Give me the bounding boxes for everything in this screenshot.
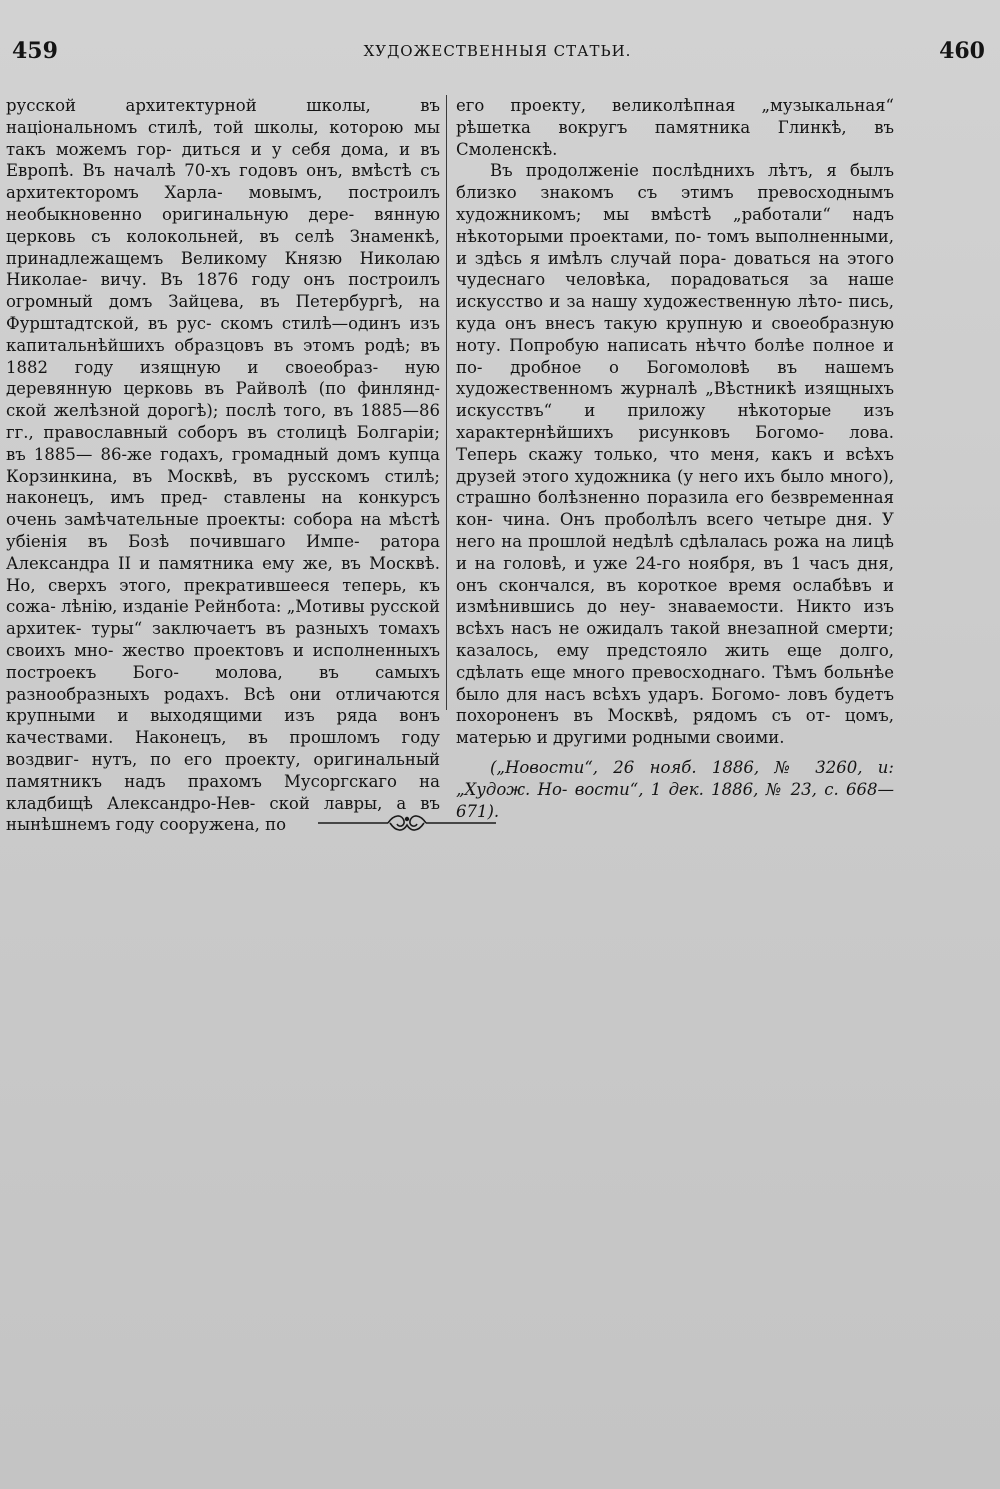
page-number-left: 459: [12, 38, 58, 64]
text-line: православный соборъ въ столицѣ Болгаріи; въ 1885—: [6, 422, 440, 464]
text-line: Тѣмъ больнѣе было для насъ всѣхъ ударъ. Богомо-: [456, 662, 894, 704]
text-line: ловъ будетъ похороненъ въ Москвѣ, рядомъ съ от-: [456, 684, 894, 726]
right-paragraph-1: [456, 95, 894, 160]
text-line: вости“, 1 дек. 1886, № 23, с. 668—671).: [456, 779, 894, 821]
text-line: отличаются крупными и выходящими изъ ряда вонъ: [6, 684, 440, 726]
text-line: нѣкоторые изъ характернѣйшихъ рисунковъ Богомо-: [456, 401, 894, 442]
text-line: въ короткое время ослабѣвъ и измѣнившись до неу-: [456, 575, 895, 617]
text-line: молова, въ самыхъ разнообразныхъ родахъ. Всѣ они: [6, 662, 440, 704]
text-line: жество проектовъ и исполненныхъ построекъ Бого-: [6, 640, 440, 682]
text-line: такой внезапной смерти; казалось, ему предстояло: [456, 619, 894, 660]
text-line: ской желѣзной дорогѣ); послѣ того, въ 1885—86 гг.,: [6, 401, 440, 442]
right-paragraph-2: [456, 160, 894, 749]
text-line: прахомъ Мусоргскаго на кладбищѣ Александро-Нев-: [6, 771, 440, 813]
text-line: Зайцева, въ Петербургѣ, на Фурштадтской, въ рус-: [6, 292, 441, 333]
text-line: лѣнію, изданіе Рейнбота: „Мотивы русской архитек-: [6, 597, 440, 639]
column-divider: [446, 95, 447, 710]
text-line: качествами. Наконецъ, въ прошломъ году воздвиг-: [6, 728, 440, 769]
text-line: Но, сверхъ этого, прекратившееся теперь, къ сожа-: [6, 575, 440, 617]
text-line: журналѣ „Вѣстникѣ изящныхъ искусствъ“ и приложу: [456, 379, 894, 421]
text-line: прошлой недѣлѣ сдѣлалась рожа на лицѣ и на головѣ,: [456, 531, 895, 573]
text-line: въ этомъ родѣ; въ 1882 году изящную и своеобраз-: [6, 335, 441, 377]
text-line: вокругъ памятника Глинкѣ, въ Смоленскѣ.: [456, 117, 894, 159]
text-line: 70-хъ годовъ онъ, вмѣстѣ съ архитекторомъ Харла-: [6, 161, 440, 203]
text-line: Въ продолженіе послѣднихъ лѣтъ, я былъ близко: [456, 161, 894, 203]
text-line: принадлежащемъ Великому Князю Николаю Николае-: [6, 248, 440, 290]
text-line: доваться на этого чудеснаго человѣка, порадоваться: [456, 248, 894, 290]
bleed-through-texture: [520, 820, 960, 1470]
running-title: ХУДОЖЕСТВЕННЫЯ СТАТЬИ.: [363, 42, 632, 60]
text-line: русской архитектурной школы, въ національномъ: [6, 96, 440, 137]
text-line: скомъ стилѣ—одинъ изъ капитальнѣйшихъ образцовъ: [6, 313, 440, 355]
text-line: вянную церковь съ колокольней, въ селѣ Знаменкѣ,: [6, 204, 440, 246]
text-line: ставлены на конкурсъ очень замѣчательные проекты:: [6, 488, 440, 530]
text-line: лова. Теперь скажу только, что меня, какъ и всѣхъ: [456, 422, 894, 464]
text-line: ную деревянную церковь въ Райволѣ (по финлянд-: [6, 357, 440, 399]
left-column: [6, 95, 440, 836]
text-line: стилѣ, той школы, которою мы такъ можемъ гор-: [6, 117, 440, 159]
text-line: и уже 24-го ноября, въ 1 часъ дня, онъ скончался,: [456, 553, 894, 595]
text-line: диться и у себя дома, и въ Европѣ. Въ началѣ: [6, 139, 440, 181]
text-line: дробное о Богомоловѣ въ нашемъ художественномъ: [456, 357, 894, 399]
text-line: томъ выполненными, и здѣсь я имѣлъ случай пора-: [456, 226, 894, 268]
text-line: вичу. Въ 1876 году онъ построилъ огромный домъ: [6, 270, 440, 312]
page-header: [10, 38, 985, 72]
text-line: ноту. Попробую написать нѣчто болѣе полное и по-: [456, 335, 894, 377]
text-line: собора на мѣстѣ убіенія въ Бозѣ почившаго Импе-: [6, 510, 440, 551]
text-line: мовымъ, построилъ необыкновенно оригинальную дере-: [6, 183, 440, 224]
text-line: вмѣстѣ „работали“ надъ нѣкоторыми проектами, по-: [456, 204, 894, 246]
text-line: знакомъ съ этимъ превосходнымъ художникомъ; мы: [456, 183, 895, 224]
source-citation: [456, 757, 894, 822]
text-line: за наше искусство и за нашу художественную лѣто-: [456, 270, 894, 312]
text-line: чина. Онъ проболѣлъ всего четыре дня. У него на: [456, 510, 894, 551]
text-line: знаваемости. Никто изъ всѣхъ насъ не ожидалъ: [456, 597, 894, 639]
bleed-through-texture: [30, 730, 450, 1470]
text-line: друзей этого художника (у него ихъ было много),: [456, 466, 894, 486]
text-line: цомъ, матерью и другими родными своими.: [456, 706, 894, 748]
text-line: 86-же годахъ, громадный домъ купца Корзинкина,: [6, 444, 440, 486]
text-line: страшно болѣзненно поразила его безвременная кон-: [456, 488, 894, 530]
text-line: его проекту, великолѣпная „музыкальная“ рѣшетка: [456, 96, 894, 137]
text-line: пись, куда онъ внесъ такую крупную и своеобразную: [456, 292, 894, 333]
text-line: („Новости“, 26 нояб. 1886, № 3260, и: „Худож. Но-: [456, 757, 894, 799]
text-line: ратора Александра II и памятника ему же, въ Москвѣ.: [6, 531, 440, 573]
text-line: туры“ заключаетъ въ разныхъ томахъ своихъ мно-: [6, 619, 440, 660]
flourish-divider-icon: [318, 806, 496, 840]
text-line: нутъ, по его проекту, оригинальный памятникъ надъ: [6, 749, 440, 791]
right-column: [456, 95, 894, 822]
text-line: ской лавры, а въ нынѣшнемъ году сооружена, по: [6, 793, 440, 835]
page-number-right: 460: [939, 38, 985, 64]
left-paragraph: [6, 95, 440, 836]
text-line: въ Москвѣ, въ русскомъ стилѣ; наконецъ, имъ пред-: [6, 466, 440, 508]
text-line: жить еще долго, сдѣлать еще много превосходнаго.: [456, 640, 894, 682]
